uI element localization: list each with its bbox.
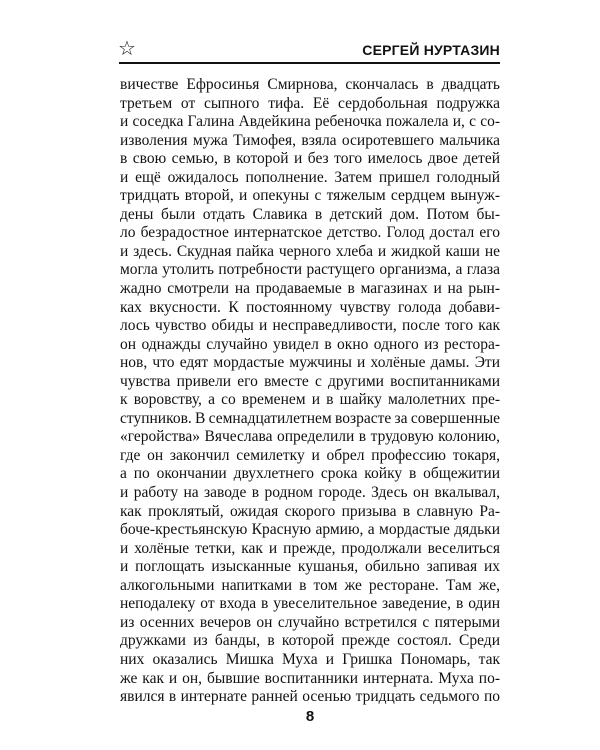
text-line: [120, 354, 500, 373]
text-line-content: тридцать второй, и опекуны с тяжелым сердцем вынуж-: [120, 187, 500, 205]
text-line-content: ло безрадостное интернатское детство. Голод достал его: [120, 224, 500, 242]
text-line-content: вичестве Ефросинья Смирнова, скончалась в двадцать: [120, 76, 500, 93]
text-line: [120, 206, 500, 225]
text-line: [120, 187, 500, 206]
text-line: [120, 243, 500, 262]
text-line-content: и ещё ожидалось пополнение. Затем пришел голодный: [120, 168, 500, 186]
text-line-content: и здесь. Скудная пайка черного хлеба и жидкой каши не: [120, 242, 500, 260]
text-line-content: дены были отдать Славика в детский дом. Потом бы-: [120, 205, 500, 223]
text-line: [120, 558, 500, 577]
text-line: [120, 150, 500, 169]
text-line: [120, 670, 500, 689]
text-line-content: них оказались Мишка Муха и Гришка Пономарь, так: [120, 650, 500, 668]
text-line-content: нов, что едят мордастые мужчины и холёные дамы. Эти: [120, 354, 500, 372]
text-line: [120, 76, 500, 95]
text-line: [120, 317, 500, 336]
text-line-content: дружками из банды, в которой прежде состоял. Среди: [120, 632, 500, 650]
text-line: [120, 651, 500, 670]
text-line-content: где он закончил семилетку и обрел профессию токаря,: [120, 446, 500, 464]
text-line-content: чувства привели его вместе с другими воспитанниками: [120, 372, 500, 390]
text-line-content: и поглощать изысканные кушанья, обильно запивая их: [120, 558, 500, 576]
text-line: [120, 465, 500, 484]
text-line-content: «геройства» Вячеслава определили в трудовую колонию,: [120, 428, 500, 446]
text-line: [120, 484, 500, 503]
text-line-content: и работу на заводе в родном городе. Здесь он вкалывал,: [120, 484, 500, 502]
text-line: [120, 540, 500, 559]
text-line-content: ступников. В семнадцатилетнем возрасте за совершенные: [120, 409, 500, 427]
text-line: [120, 261, 500, 280]
text-line-content: и соседка Галина Авдейкина ребеночка пожалела и, с со-: [120, 113, 500, 131]
text-line-content: третьем от сыпного тифа. Её сердобольная подружка: [120, 94, 500, 112]
text-line: [120, 577, 500, 596]
text-line-content: а по окончании двухлетнего срока койку в общежитии: [120, 465, 500, 483]
text-line: [120, 595, 500, 614]
text-line: [120, 632, 500, 651]
text-line-content: же как и он, бывшие воспитанники интерната. Муха по-: [120, 669, 500, 687]
page-body-text: [120, 76, 500, 707]
text-line-content: как проклятый, ожидая скорого призыва в славную Ра-: [120, 502, 500, 520]
text-line-content: явился в интернате ранней осенью тридцать седьмого по: [120, 688, 500, 706]
text-line: [120, 113, 500, 132]
text-line-content: лось чувство обиды и несправедливости, после того как: [120, 317, 500, 335]
text-line: [120, 410, 500, 429]
header-rule: [119, 62, 500, 64]
text-line-content: к воровству, а со временем и в шайку малолетних пре-: [120, 391, 500, 409]
text-line-content: неподалеку от входа в увеселительное заведение, в один: [120, 595, 500, 613]
text-line-content: изволения мужа Тимофея, взяла осиротевшего мальчика: [120, 131, 500, 149]
text-line: [120, 688, 500, 707]
text-line-content: алкогольными напитками в том же ресторане. Там же,: [120, 576, 500, 594]
text-line: [120, 447, 500, 466]
text-line: [120, 614, 500, 633]
text-line: [120, 132, 500, 151]
text-line: [120, 336, 500, 355]
text-line-content: он однажды случайно увидел в окно одного из ресторa-: [120, 335, 500, 353]
text-line-content: из осенних вечеров он случайно встретился с пятерыми: [120, 613, 500, 631]
page-number: 8: [305, 708, 315, 725]
text-line: [120, 428, 500, 447]
text-line: [120, 224, 500, 243]
text-line-content: могла утолить потребности растущего организма, а глаза: [120, 261, 500, 279]
text-line-content: боче-крестьянскую Красную армию, а мордастые дядьки: [120, 521, 500, 539]
text-line: [120, 521, 500, 540]
text-line: [120, 391, 500, 410]
text-line-content: жадно смотрели на продаваемые в магазинах и на рын-: [120, 280, 500, 298]
running-header-author: СЕРГЕЙ НУРТАЗИН: [362, 42, 500, 58]
text-line: [120, 280, 500, 299]
text-line: [120, 373, 500, 392]
text-line-content: и холёные тетки, как и прежде, продолжали веселиться: [120, 539, 500, 557]
text-line: [120, 503, 500, 522]
text-line-content: ках вкусности. К постоянному чувству голода добави-: [120, 298, 500, 316]
star-outline-icon: ☆: [118, 36, 136, 60]
text-line: [120, 95, 500, 114]
text-line-content: в свою семью, в которой и без того имелось двое детей: [120, 150, 500, 168]
text-line: [120, 169, 500, 188]
text-line: [120, 299, 500, 318]
